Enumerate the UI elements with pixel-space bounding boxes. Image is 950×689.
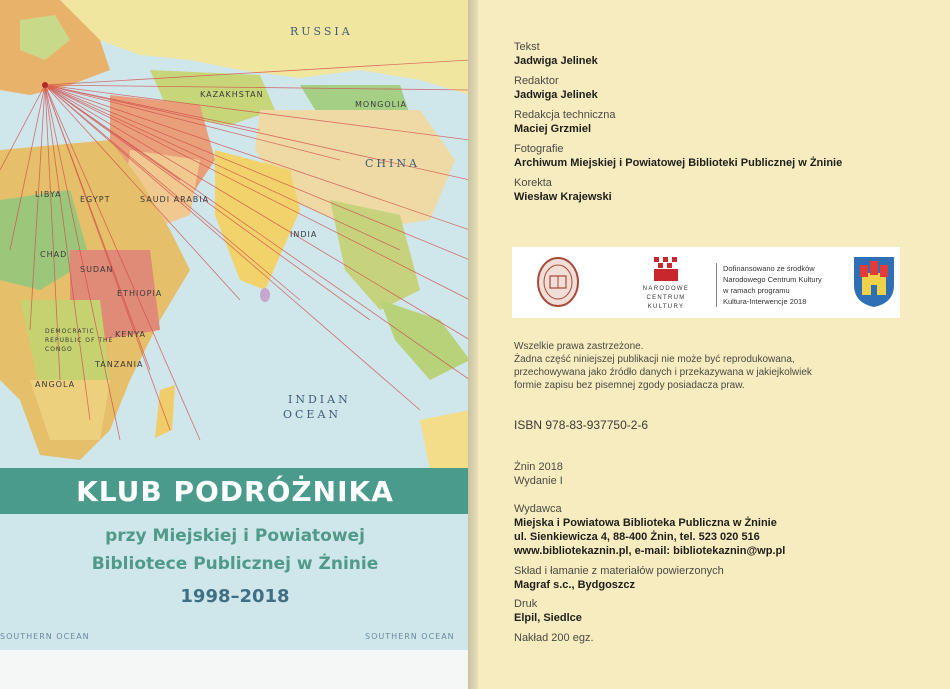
cover-subtitle-line2: Bibliotece Publicznej w Żninie [91, 554, 379, 574]
place-year: Żnin 2018 [514, 461, 563, 473]
typesetting-label: Skład i łamanie z materiałów powierzonych [514, 565, 724, 577]
nck-logo-icon [652, 255, 680, 283]
credit-value: Archiwum Miejskiej i Powiatowej Biblioteki Publicznej w Żninie [514, 157, 843, 169]
nck-line: CENTRUM [646, 295, 686, 301]
rights-line: Żadna część niniejszej publikacji nie może być reprodukowana, [514, 354, 795, 365]
print-run-text: Nakład 200 egz. [514, 632, 594, 644]
typesetting-value: Magraf s.c., Bydgoszcz [514, 579, 636, 591]
book-cover [0, 0, 470, 689]
sponsor-line: Dofinansowano ze środków [723, 264, 815, 273]
nck-line: KULTURY [647, 304, 685, 310]
map-label-drc: DEMOCRATIC REPUBLIC OF THE CONGO [45, 328, 114, 353]
print-value: Elpil, Siedlce [514, 612, 582, 624]
map-label-china: CHINA [365, 157, 420, 170]
map-label-indian: INDIAN [288, 393, 351, 406]
credit-editor [514, 74, 842, 102]
cover-title: KLUB PODRÓŻNIKA [76, 474, 394, 508]
map-label-kazakhstan: KAZAKHSTAN [200, 90, 264, 99]
map-label-ethiopia: ETHIOPIA [117, 289, 163, 298]
credit-value: Wiesław Krajewski [514, 191, 612, 203]
edition: Wydanie I [514, 475, 563, 487]
print-label: Druk [514, 598, 538, 610]
map-label-egypt: EGYPT [80, 195, 111, 204]
credit-text [514, 40, 842, 68]
rights-line: przechowywana jako źródło danych i przekazywana w jakiejkolwiek [514, 367, 812, 378]
credit-label: Korekta [514, 177, 552, 189]
credit-proofreading [514, 176, 842, 204]
znin-coat-of-arms-icon [852, 255, 896, 309]
map-label-libya: LIBYA [35, 190, 62, 199]
nck-line: NARODOWE [642, 286, 690, 292]
sponsor-line: w ramach programu [723, 286, 790, 295]
map-label-india: INDIA [290, 230, 318, 239]
publisher-line: www.bibliotekaznin.pl, e-mail: bibliotekaznin@wp.pl [514, 545, 786, 557]
cover-years: 1998–2018 [180, 586, 290, 607]
publisher-label: Wydawca [514, 503, 562, 515]
colophon-page [478, 0, 950, 689]
rights-line: formie zapisu bez pisemnej zgody posiadacza praw. [514, 380, 745, 391]
credits-list [514, 40, 842, 204]
map-label-mongolia: MONGOLIA [355, 100, 407, 109]
library-seal-icon [536, 256, 580, 308]
sponsor-line: Narodowego Centrum Kultury [723, 275, 822, 284]
rights-notice [514, 340, 812, 392]
map-label-angola: ANGOLA [35, 380, 76, 389]
credit-label: Tekst [514, 41, 540, 53]
print-block [514, 597, 582, 625]
sponsor-logos-strip [512, 247, 900, 318]
nck-caption [630, 285, 702, 312]
credit-label: Redakcja techniczna [514, 109, 616, 121]
map-label-russia: RUSSIA [290, 25, 353, 38]
credit-label: Fotografie [514, 143, 564, 155]
credit-label: Redaktor [514, 75, 559, 87]
map-label-southern-ocean-right: SOUTHERN OCEAN [365, 632, 455, 641]
credit-value: Jadwiga Jelinek [514, 55, 598, 67]
cover-subtitle-line1: przy Miejskiej i Powiatowej [105, 526, 365, 546]
map-label-kenya: KENYA [115, 330, 147, 339]
typesetting-block [514, 564, 724, 592]
credit-value: Jadwiga Jelinek [514, 89, 598, 101]
publisher-block [514, 502, 785, 558]
publisher-line: ul. Sienkiewicza 4, 88-400 Żnin, tel. 523 020 516 [514, 531, 760, 543]
print-run [514, 631, 594, 645]
map-label-chad: CHAD [40, 250, 68, 259]
map-label-tanzania: TANZANIA [95, 360, 144, 369]
edition-info [514, 460, 563, 488]
cover-title-band [0, 468, 470, 514]
credit-technical-editing [514, 108, 842, 136]
map-label-sudan: SUDAN [80, 265, 114, 274]
sponsor-text [716, 263, 843, 307]
map-label-ocean: OCEAN [283, 408, 342, 421]
rights-line: Wszelkie prawa zastrzeżone. [514, 341, 644, 352]
sponsor-line: Kultura-Interwencje 2018 [723, 297, 807, 306]
map-label-saudi-arabia: SAUDI ARABIA [140, 195, 210, 204]
isbn: ISBN 978-83-937750-2-6 [514, 418, 649, 432]
credit-value: Maciej Grzmiel [514, 123, 592, 135]
publisher-line: Miejska i Powiatowa Biblioteka Publiczna w Żninie [514, 517, 777, 529]
map-label-southern-ocean-left: SOUTHERN OCEAN [0, 632, 90, 641]
credit-photos [514, 142, 842, 170]
cover-subtitle [0, 522, 470, 578]
